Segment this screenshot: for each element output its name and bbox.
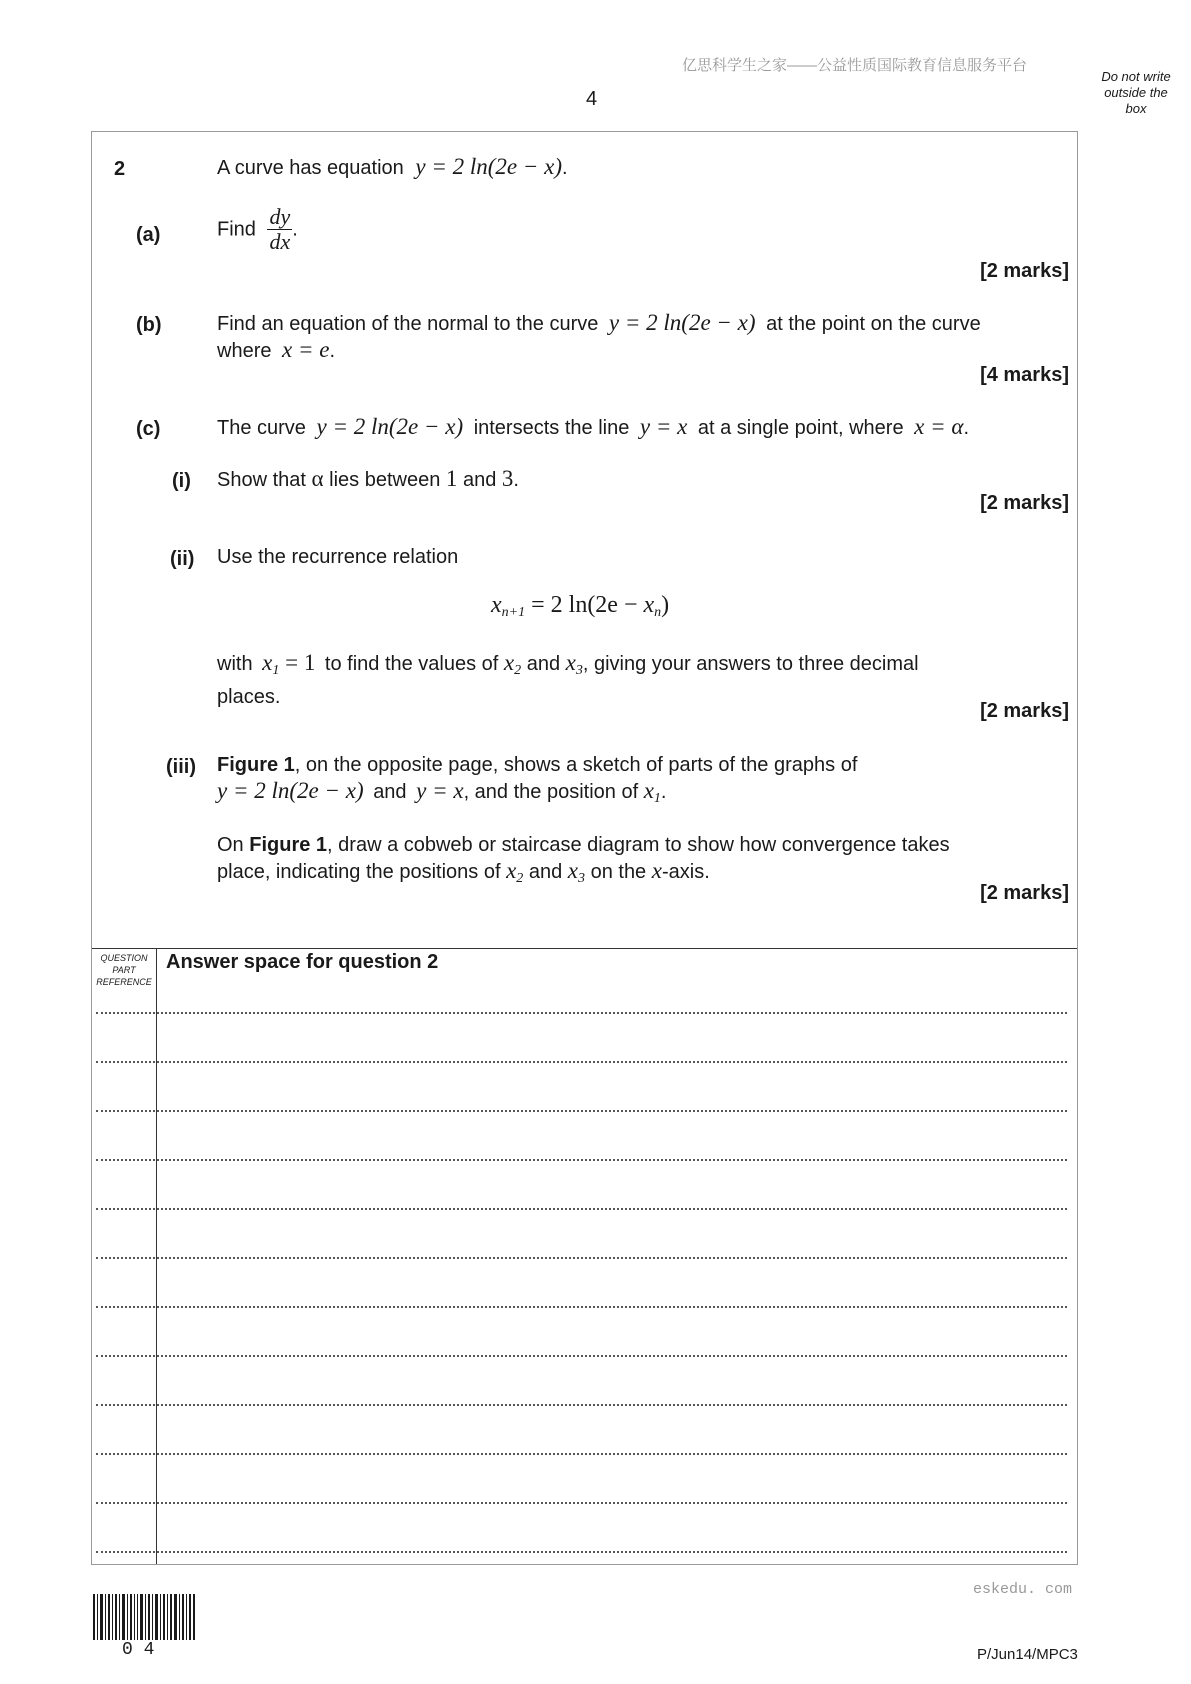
x3-symbol: $x_3$ [565, 650, 583, 678]
page-number: 4 [586, 88, 598, 110]
part-c-ii-marks: [2 marks] [980, 700, 1069, 722]
part-c-i-text2: lies between [329, 469, 441, 491]
question-intro: A curve has equation y = 2 ln(2e − x). [217, 154, 568, 179]
alpha-symbol: α [311, 466, 324, 491]
answer-line[interactable] [96, 1306, 1067, 1308]
figure-ref-2: Figure 1 [249, 834, 328, 856]
answer-line[interactable] [96, 1257, 1067, 1259]
part-b-text3: where [217, 340, 272, 362]
part-c-iii-marks: [2 marks] [980, 882, 1069, 904]
paper-code: P/Jun14/MPC3 [977, 1646, 1078, 1663]
part-b-text1: Find an equation of the normal to the curve [217, 313, 599, 335]
part-c-i-text3: and [462, 469, 497, 491]
part-b-text2: at the point on the curve [766, 313, 981, 335]
dy-dx-fraction [267, 205, 292, 254]
intro-text: A curve has equation [217, 157, 404, 179]
barcode [93, 1594, 195, 1640]
part-c-ii-text4: , giving your answers to three decimal [582, 653, 919, 675]
part-c-ii-text5: places. [217, 686, 281, 708]
ref-label-3: REFERENCE [96, 977, 152, 987]
answer-area [92, 948, 1077, 1564]
part-a-label: (a) [136, 224, 161, 246]
part-c-eq3: x = α [914, 414, 964, 439]
part-c-iii-text4: , draw a cobweb or staircase diagram to show how convergence takes [327, 834, 950, 856]
part-a-text: Find $\frac{dy}{dx}$ . [217, 204, 298, 254]
answer-line[interactable] [96, 1453, 1067, 1455]
x1-symbol: $x_1$ [643, 778, 661, 806]
part-b-eq1: y = 2 ln(2e − x) [608, 310, 756, 335]
part-c-i-text: Show that α lies between 1 and 3. [217, 466, 519, 491]
dy: dy [269, 204, 291, 229]
part-a-marks: [2 marks] [980, 260, 1069, 282]
part-c-iii-and: and [373, 781, 407, 803]
x3-symbol-b: $x_3$ [567, 858, 586, 886]
part-c-iii-label: (iii) [166, 756, 196, 778]
figure-ref: Figure 1 [217, 754, 295, 776]
part-c-iii-para2 [217, 832, 1072, 892]
part-b-label: (b) [136, 314, 162, 336]
curve-equation: y = 2 ln(2e − x) [415, 154, 562, 179]
site-watermark: eskedu. com [973, 1581, 1073, 1598]
part-c-iii-eq1: y = 2 ln(2e − x) [217, 778, 364, 803]
part-c-i-label: (i) [172, 470, 191, 492]
part-c-ii-label: (ii) [170, 548, 195, 570]
answer-line[interactable] [96, 1110, 1067, 1112]
answer-line[interactable] [96, 1208, 1067, 1210]
number-1: 1 [445, 466, 458, 491]
answer-line[interactable] [96, 1404, 1067, 1406]
x1-equation: $x_1 = 1$ [262, 650, 316, 678]
part-c-iii-and2: and [528, 861, 563, 883]
part-c-iii-text6: on the [590, 861, 647, 883]
part-c-ii-and: and [526, 653, 561, 675]
answer-space-title: Answer space for question 2 [166, 951, 439, 973]
answer-line[interactable] [96, 1159, 1067, 1161]
part-c-label: (c) [136, 418, 161, 440]
part-c-i-text1: Show that [217, 469, 306, 491]
number-3: 3 [501, 466, 514, 491]
watermark-text: 亿思科学生之家——公益性质国际教育信息服务平台 [682, 57, 1028, 74]
part-b-text: Find an equation of the normal to the curve y = 2 ln(2e − x) at the point on the curve where x = e. [217, 310, 981, 362]
ref-label-2: PART [112, 965, 136, 975]
recurrence-relation: $x_{n+1} = 2$ $\ln(2e - x_n)$ [491, 592, 670, 620]
part-c-ii-text1: Use the recurrence relation [217, 546, 459, 568]
part-c-text3: at a single point, where [697, 417, 904, 439]
part-c-iii-on: On [217, 834, 244, 856]
answer-line[interactable] [96, 1502, 1067, 1504]
dx: dx [269, 229, 291, 254]
question-box [91, 131, 1078, 1565]
margin-note: Do not write outside the box [1101, 69, 1171, 116]
part-c-iii-text1: , on the opposite page, shows a sketch of parts of the graphs of [294, 754, 858, 776]
part-c-iii-para1: Figure 1, on the opposite page, shows a sketch of parts of the graphs of y = 2 ln(2e − x) and y = x, and the position of $x_1$. [217, 754, 858, 806]
part-c-i-marks: [2 marks] [980, 492, 1069, 514]
answer-line[interactable] [96, 1551, 1067, 1553]
question-part-reference-label [92, 952, 156, 988]
answer-line[interactable] [96, 1012, 1067, 1014]
answer-line[interactable] [96, 1355, 1067, 1357]
part-c-text: The curve y = 2 ln(2e − x) intersects the line y = x at a single point, where x = α. [217, 414, 970, 439]
part-c-iii-text2: , and the position of [463, 781, 639, 803]
part-c-eq1: y = 2 ln(2e − x) [316, 414, 464, 439]
part-c-iii-eq2: y = x [416, 778, 464, 803]
x-axis-symbol: x [651, 858, 662, 883]
part-c-eq2: y = x [639, 414, 688, 439]
question-number: 2 [114, 158, 126, 180]
part-c-ii-text3: to find the values of [324, 653, 499, 675]
part-c-ii-text2 [217, 650, 1072, 710]
part-c-ii-with: with [217, 653, 253, 675]
part-c-iii-text7: -axis. [661, 861, 710, 883]
part-c-iii-text5: place, indicating the positions of [217, 861, 501, 883]
part-c-text1: The curve [217, 417, 306, 439]
part-a-find: Find [217, 218, 256, 241]
ref-label-1: QUESTION [100, 953, 148, 963]
part-c-text2: intersects the line [473, 417, 630, 439]
x2-symbol-b: $x_2$ [506, 858, 524, 886]
barcode-digits: 0 4 [122, 1640, 155, 1660]
x2-symbol: $x_2$ [503, 650, 522, 678]
part-b-marks: [4 marks] [980, 364, 1069, 386]
answer-line[interactable] [96, 1061, 1067, 1063]
part-b-eq2: x = e [282, 337, 330, 362]
